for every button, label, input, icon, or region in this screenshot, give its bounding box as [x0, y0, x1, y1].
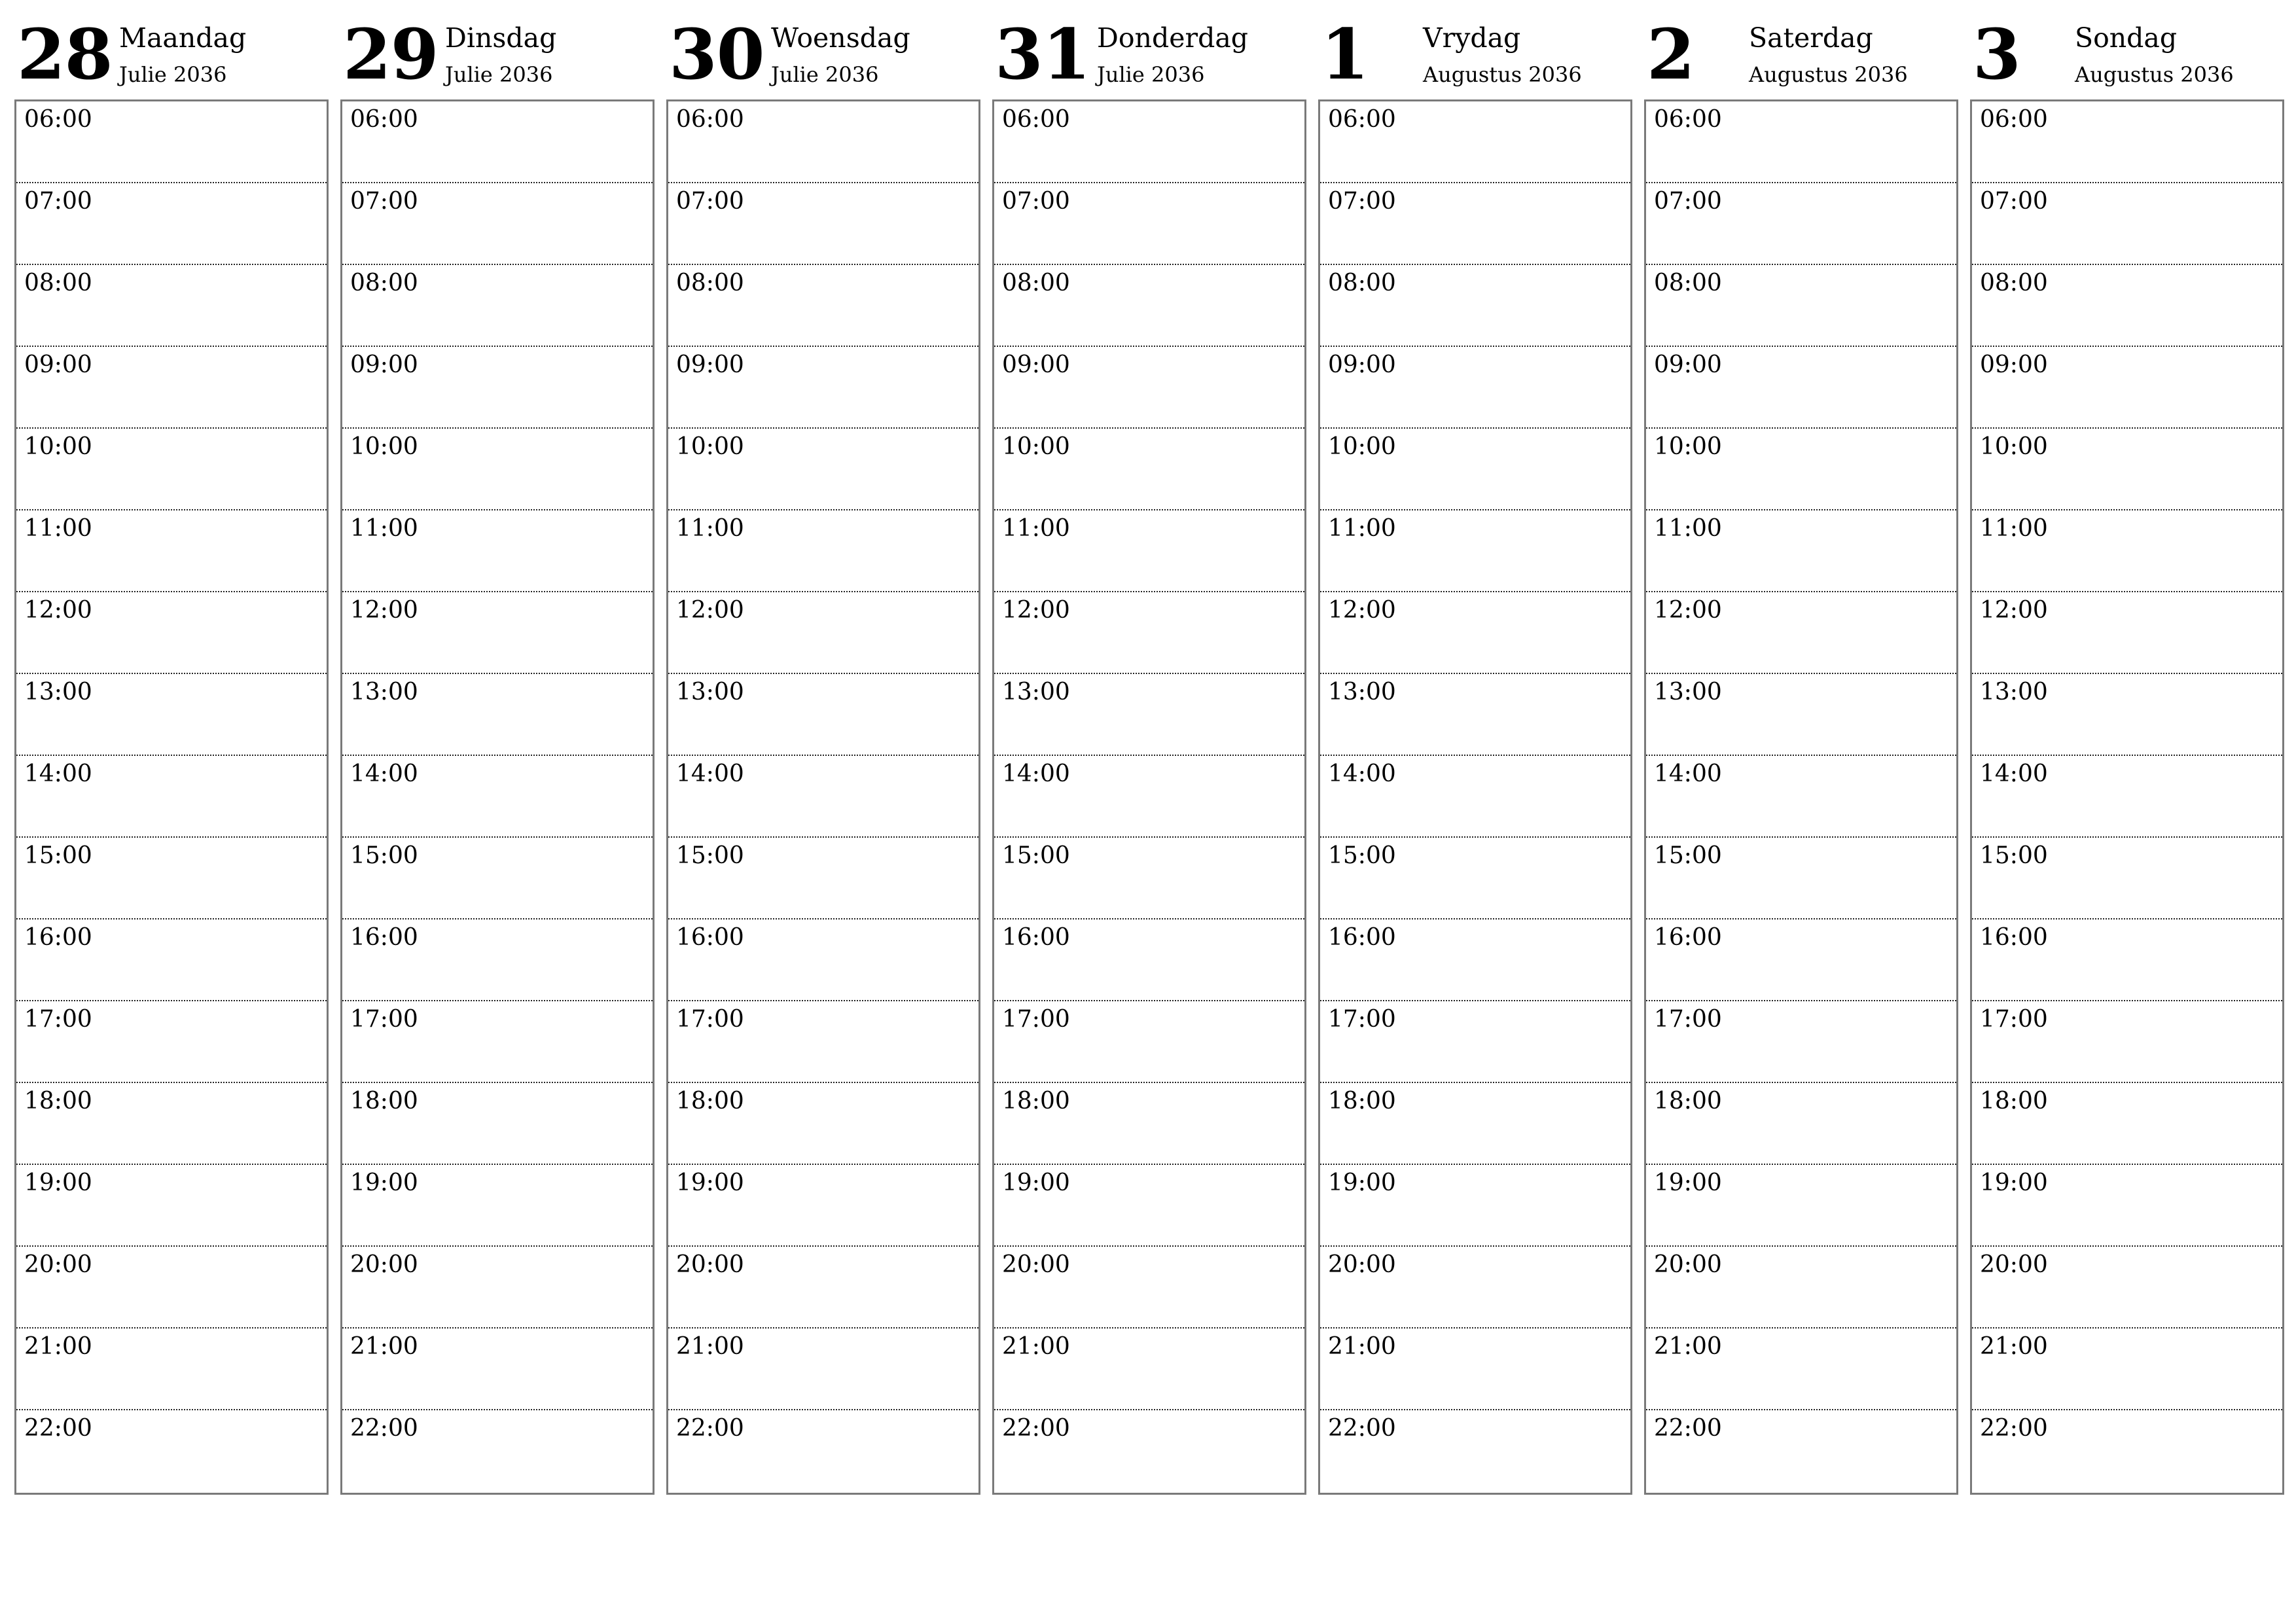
day-header: [1970, 0, 2283, 99]
slot-time-label: 16:00: [350, 924, 418, 951]
time-slot[interactable]: [16, 101, 327, 183]
day-name: Donderdag: [1097, 22, 1249, 54]
day-name: Saterdag: [1749, 22, 1873, 54]
slot-time-label: 20:00: [1328, 1251, 1396, 1278]
slot-time-label: 15:00: [350, 842, 418, 869]
slot-time-label: 11:00: [1654, 515, 1722, 542]
day-number: 28: [17, 13, 113, 95]
day-name: Maandag: [119, 22, 247, 54]
day-header: [1644, 0, 1957, 99]
slot-time-label: 19:00: [350, 1169, 418, 1196]
time-slot[interactable]: [1972, 919, 2282, 1001]
time-slot[interactable]: [342, 1247, 653, 1329]
slot-time-label: 21:00: [24, 1333, 92, 1360]
time-slot[interactable]: [1646, 510, 1956, 592]
time-slot[interactable]: [1320, 919, 1630, 1001]
time-slot[interactable]: [1972, 592, 2282, 674]
time-slot[interactable]: [342, 674, 653, 756]
slot-time-label: 18:00: [350, 1088, 418, 1115]
time-slot[interactable]: [1972, 838, 2282, 919]
time-slot[interactable]: [16, 1083, 327, 1165]
time-slot[interactable]: [668, 101, 978, 183]
day-schedule-box: [666, 99, 980, 1495]
time-slot[interactable]: [994, 674, 1304, 756]
time-slot[interactable]: [1972, 101, 2282, 183]
slot-time-label: 20:00: [676, 1251, 744, 1278]
slot-time-label: 09:00: [1002, 351, 1070, 378]
slot-time-label: 06:00: [1328, 106, 1396, 133]
day-month-year: Julie 2036: [1097, 62, 1205, 87]
time-slot[interactable]: [1646, 1329, 1956, 1410]
time-slot[interactable]: [16, 429, 327, 510]
slot-time-label: 17:00: [1328, 1006, 1396, 1033]
time-slot[interactable]: [1972, 1329, 2282, 1410]
slot-time-label: 07:00: [1654, 188, 1722, 215]
time-slot[interactable]: [16, 1001, 327, 1083]
time-slot[interactable]: [1972, 1165, 2282, 1247]
day-number: 1: [1321, 13, 1369, 95]
time-slot[interactable]: [1646, 674, 1956, 756]
slot-time-label: 21:00: [676, 1333, 744, 1360]
slot-time-label: 08:00: [24, 270, 92, 296]
time-slot[interactable]: [994, 1083, 1304, 1165]
slot-time-label: 14:00: [1980, 760, 2048, 787]
time-slot[interactable]: [342, 1001, 653, 1083]
time-slot[interactable]: [1646, 919, 1956, 1001]
slot-time-label: 13:00: [1328, 679, 1396, 705]
slot-time-label: 08:00: [676, 270, 744, 296]
time-slot[interactable]: [1646, 183, 1956, 265]
day-number: 29: [343, 13, 439, 95]
slot-time-label: 07:00: [1002, 188, 1070, 215]
time-slot[interactable]: [1972, 1083, 2282, 1165]
slot-time-label: 14:00: [350, 760, 418, 787]
time-slot[interactable]: [1320, 429, 1630, 510]
time-slot[interactable]: [1646, 429, 1956, 510]
time-slot[interactable]: [994, 429, 1304, 510]
time-slot[interactable]: [668, 1165, 978, 1247]
slot-time-label: 13:00: [1980, 679, 2048, 705]
time-slot[interactable]: [1646, 1083, 1956, 1165]
time-slot[interactable]: [994, 183, 1304, 265]
time-slot[interactable]: [994, 1247, 1304, 1329]
time-slot[interactable]: [16, 510, 327, 592]
time-slot[interactable]: [342, 1329, 653, 1410]
time-slot[interactable]: [1320, 265, 1630, 347]
time-slot[interactable]: [1646, 592, 1956, 674]
slot-time-label: 18:00: [1654, 1088, 1722, 1115]
time-slot[interactable]: [668, 1329, 978, 1410]
time-slot[interactable]: [994, 347, 1304, 429]
day-column: [1644, 0, 1957, 1442]
slot-time-label: 21:00: [350, 1333, 418, 1360]
slot-time-label: 10:00: [1654, 433, 1722, 460]
slot-time-label: 13:00: [1654, 679, 1722, 705]
time-slot[interactable]: [342, 1410, 653, 1492]
slot-time-label: 18:00: [1328, 1088, 1396, 1115]
time-slot[interactable]: [994, 1001, 1304, 1083]
time-slot[interactable]: [1972, 183, 2282, 265]
time-slot[interactable]: [1320, 101, 1630, 183]
slot-time-label: 18:00: [1002, 1088, 1070, 1115]
slot-time-label: 13:00: [676, 679, 744, 705]
time-slot[interactable]: [1320, 1001, 1630, 1083]
day-number: 2: [1647, 13, 1695, 95]
time-slot[interactable]: [1972, 510, 2282, 592]
day-name: Woensdag: [771, 22, 910, 54]
time-slot[interactable]: [1320, 1247, 1630, 1329]
slot-time-label: 20:00: [350, 1251, 418, 1278]
day-name: Vrydag: [1423, 22, 1521, 54]
time-slot[interactable]: [994, 265, 1304, 347]
slot-time-label: 15:00: [1002, 842, 1070, 869]
slot-time-label: 10:00: [1328, 433, 1396, 460]
slot-time-label: 17:00: [1654, 1006, 1722, 1033]
slot-time-label: 08:00: [1328, 270, 1396, 296]
time-slot[interactable]: [342, 1165, 653, 1247]
time-slot[interactable]: [16, 1329, 327, 1410]
time-slot[interactable]: [16, 919, 327, 1001]
slot-time-label: 19:00: [1980, 1169, 2048, 1196]
slot-time-label: 19:00: [1654, 1169, 1722, 1196]
time-slot[interactable]: [16, 265, 327, 347]
time-slot[interactable]: [994, 838, 1304, 919]
slot-time-label: 12:00: [1980, 597, 2048, 624]
slot-time-label: 15:00: [1328, 842, 1396, 869]
day-number: 30: [669, 13, 764, 95]
time-slot[interactable]: [342, 101, 653, 183]
day-schedule-box: [1970, 99, 2284, 1495]
slot-time-label: 21:00: [1654, 1333, 1722, 1360]
slot-time-label: 12:00: [1002, 597, 1070, 624]
slot-time-label: 07:00: [350, 188, 418, 215]
time-slot[interactable]: [1320, 1083, 1630, 1165]
time-slot[interactable]: [342, 1083, 653, 1165]
time-slot[interactable]: [668, 756, 978, 838]
slot-time-label: 16:00: [24, 924, 92, 951]
slot-time-label: 06:00: [24, 106, 92, 133]
day-name: Sondag: [2075, 22, 2178, 54]
time-slot[interactable]: [16, 347, 327, 429]
time-slot[interactable]: [668, 183, 978, 265]
slot-time-label: 06:00: [1002, 106, 1070, 133]
time-slot[interactable]: [994, 592, 1304, 674]
slot-time-label: 09:00: [350, 351, 418, 378]
time-slot[interactable]: [994, 1329, 1304, 1410]
time-slot[interactable]: [342, 265, 653, 347]
slot-time-label: 22:00: [24, 1415, 92, 1442]
time-slot[interactable]: [994, 1165, 1304, 1247]
time-slot[interactable]: [668, 1001, 978, 1083]
slot-time-label: 14:00: [1002, 760, 1070, 787]
slot-time-label: 16:00: [676, 924, 744, 951]
slot-time-label: 08:00: [350, 270, 418, 296]
slot-time-label: 12:00: [350, 597, 418, 624]
time-slot[interactable]: [1972, 429, 2282, 510]
day-number: 3: [1973, 13, 2020, 95]
slot-time-label: 10:00: [24, 433, 92, 460]
day-header: [1318, 0, 1631, 99]
time-slot[interactable]: [1320, 674, 1630, 756]
slot-time-label: 15:00: [1654, 842, 1722, 869]
day-month-year: Augustus 2036: [1423, 62, 1582, 87]
slot-time-label: 22:00: [676, 1415, 744, 1442]
time-slot[interactable]: [994, 510, 1304, 592]
slot-time-label: 12:00: [1328, 597, 1396, 624]
slot-time-label: 07:00: [676, 188, 744, 215]
time-slot[interactable]: [1646, 1165, 1956, 1247]
slot-time-label: 14:00: [1328, 760, 1396, 787]
slot-time-label: 12:00: [1654, 597, 1722, 624]
slot-time-label: 17:00: [1980, 1006, 2048, 1033]
day-schedule-box: [340, 99, 655, 1495]
time-slot[interactable]: [1320, 1329, 1630, 1410]
slot-time-label: 08:00: [1654, 270, 1722, 296]
time-slot[interactable]: [342, 919, 653, 1001]
slot-time-label: 10:00: [1980, 433, 2048, 460]
day-column: [992, 0, 1305, 1442]
time-slot[interactable]: [668, 1410, 978, 1492]
slot-time-label: 16:00: [1002, 924, 1070, 951]
slot-time-label: 11:00: [676, 515, 744, 542]
time-slot[interactable]: [1646, 1410, 1956, 1492]
time-slot[interactable]: [994, 101, 1304, 183]
time-slot[interactable]: [1320, 347, 1630, 429]
day-column: [340, 0, 653, 1442]
slot-time-label: 19:00: [1002, 1169, 1070, 1196]
slot-time-label: 22:00: [1980, 1415, 2048, 1442]
time-slot[interactable]: [342, 347, 653, 429]
time-slot[interactable]: [342, 429, 653, 510]
time-slot[interactable]: [1972, 1001, 2282, 1083]
slot-time-label: 11:00: [350, 515, 418, 542]
time-slot[interactable]: [1646, 1247, 1956, 1329]
slot-time-label: 10:00: [1002, 433, 1070, 460]
slot-time-label: 07:00: [1328, 188, 1396, 215]
time-slot[interactable]: [16, 838, 327, 919]
slot-time-label: 10:00: [350, 433, 418, 460]
slot-time-label: 18:00: [676, 1088, 744, 1115]
time-slot[interactable]: [1646, 265, 1956, 347]
day-month-year: Julie 2036: [445, 62, 553, 87]
day-column: [1318, 0, 1631, 1442]
slot-time-label: 16:00: [1980, 924, 2048, 951]
day-header: [14, 0, 327, 99]
time-slot[interactable]: [994, 1410, 1304, 1492]
slot-time-label: 11:00: [24, 515, 92, 542]
slot-time-label: 20:00: [1002, 1251, 1070, 1278]
slot-time-label: 10:00: [676, 433, 744, 460]
slot-time-label: 17:00: [1002, 1006, 1070, 1033]
day-month-year: Julie 2036: [119, 62, 227, 87]
time-slot[interactable]: [668, 919, 978, 1001]
slot-time-label: 21:00: [1980, 1333, 2048, 1360]
time-slot[interactable]: [994, 919, 1304, 1001]
slot-time-label: 06:00: [1654, 106, 1722, 133]
time-slot[interactable]: [16, 1410, 327, 1492]
slot-time-label: 14:00: [676, 760, 744, 787]
slot-time-label: 11:00: [1002, 515, 1070, 542]
day-schedule-box: [992, 99, 1306, 1495]
slot-time-label: 07:00: [1980, 188, 2048, 215]
slot-time-label: 08:00: [1980, 270, 2048, 296]
slot-time-label: 17:00: [676, 1006, 744, 1033]
slot-time-label: 19:00: [24, 1169, 92, 1196]
time-slot[interactable]: [1972, 1410, 2282, 1492]
time-slot[interactable]: [668, 265, 978, 347]
time-slot[interactable]: [16, 1165, 327, 1247]
slot-time-label: 20:00: [1654, 1251, 1722, 1278]
time-slot[interactable]: [668, 347, 978, 429]
time-slot[interactable]: [1972, 756, 2282, 838]
slot-time-label: 22:00: [1654, 1415, 1722, 1442]
time-slot[interactable]: [668, 1247, 978, 1329]
time-slot[interactable]: [1972, 1247, 2282, 1329]
time-slot[interactable]: [1646, 756, 1956, 838]
slot-time-label: 18:00: [1980, 1088, 2048, 1115]
time-slot[interactable]: [16, 183, 327, 265]
day-header: [340, 0, 653, 99]
slot-time-label: 09:00: [24, 351, 92, 378]
time-slot[interactable]: [342, 592, 653, 674]
slot-time-label: 20:00: [1980, 1251, 2048, 1278]
slot-time-label: 21:00: [1328, 1333, 1396, 1360]
slot-time-label: 15:00: [676, 842, 744, 869]
time-slot[interactable]: [1320, 1165, 1630, 1247]
time-slot[interactable]: [1320, 592, 1630, 674]
day-column: [666, 0, 979, 1442]
slot-time-label: 12:00: [676, 597, 744, 624]
slot-time-label: 14:00: [1654, 760, 1722, 787]
slot-time-label: 09:00: [1654, 351, 1722, 378]
day-header: [992, 0, 1305, 99]
slot-time-label: 06:00: [350, 106, 418, 133]
time-slot[interactable]: [668, 592, 978, 674]
time-slot[interactable]: [16, 1247, 327, 1329]
time-slot[interactable]: [1972, 674, 2282, 756]
day-month-year: Julie 2036: [771, 62, 879, 87]
time-slot[interactable]: [1972, 265, 2282, 347]
time-slot[interactable]: [1646, 101, 1956, 183]
time-slot[interactable]: [1320, 183, 1630, 265]
day-schedule-box: [14, 99, 329, 1495]
slot-time-label: 22:00: [1002, 1415, 1070, 1442]
slot-time-label: 12:00: [24, 597, 92, 624]
slot-time-label: 22:00: [350, 1415, 418, 1442]
slot-time-label: 08:00: [1002, 270, 1070, 296]
slot-time-label: 09:00: [1980, 351, 2048, 378]
slot-time-label: 13:00: [24, 679, 92, 705]
slot-time-label: 21:00: [1002, 1333, 1070, 1360]
time-slot[interactable]: [342, 838, 653, 919]
time-slot[interactable]: [16, 592, 327, 674]
slot-time-label: 11:00: [1328, 515, 1396, 542]
time-slot[interactable]: [16, 674, 327, 756]
slot-time-label: 17:00: [350, 1006, 418, 1033]
time-slot[interactable]: [342, 183, 653, 265]
day-number: 31: [995, 13, 1090, 95]
day-header: [666, 0, 979, 99]
day-column: [1970, 0, 2283, 1442]
slot-time-label: 13:00: [1002, 679, 1070, 705]
time-slot[interactable]: [1320, 1410, 1630, 1492]
time-slot[interactable]: [1320, 838, 1630, 919]
day-schedule-box: [1318, 99, 1632, 1495]
time-slot[interactable]: [668, 510, 978, 592]
slot-time-label: 09:00: [676, 351, 744, 378]
time-slot[interactable]: [342, 510, 653, 592]
day-name: Dinsdag: [445, 22, 557, 54]
slot-time-label: 07:00: [24, 188, 92, 215]
time-slot[interactable]: [16, 756, 327, 838]
time-slot[interactable]: [994, 756, 1304, 838]
time-slot[interactable]: [668, 429, 978, 510]
slot-time-label: 14:00: [24, 760, 92, 787]
slot-time-label: 22:00: [1328, 1415, 1396, 1442]
slot-time-label: 06:00: [1980, 106, 2048, 133]
slot-time-label: 15:00: [1980, 842, 2048, 869]
day-month-year: Augustus 2036: [2075, 62, 2234, 87]
time-slot[interactable]: [1646, 347, 1956, 429]
slot-time-label: 11:00: [1980, 515, 2048, 542]
slot-time-label: 15:00: [24, 842, 92, 869]
time-slot[interactable]: [668, 838, 978, 919]
day-column: [14, 0, 327, 1442]
time-slot[interactable]: [1320, 510, 1630, 592]
slot-time-label: 18:00: [24, 1088, 92, 1115]
time-slot[interactable]: [1320, 756, 1630, 838]
slot-time-label: 17:00: [24, 1006, 92, 1033]
time-slot[interactable]: [668, 1083, 978, 1165]
time-slot[interactable]: [342, 756, 653, 838]
slot-time-label: 09:00: [1328, 351, 1396, 378]
slot-time-label: 06:00: [676, 106, 744, 133]
slot-time-label: 13:00: [350, 679, 418, 705]
slot-time-label: 19:00: [1328, 1169, 1396, 1196]
day-month-year: Augustus 2036: [1749, 62, 1908, 87]
time-slot[interactable]: [1646, 1001, 1956, 1083]
time-slot[interactable]: [1972, 347, 2282, 429]
slot-time-label: 16:00: [1328, 924, 1396, 951]
time-slot[interactable]: [1646, 838, 1956, 919]
weekly-planner: [14, 0, 2296, 1505]
day-schedule-box: [1644, 99, 1958, 1495]
time-slot[interactable]: [668, 674, 978, 756]
slot-time-label: 19:00: [676, 1169, 744, 1196]
slot-time-label: 20:00: [24, 1251, 92, 1278]
slot-time-label: 16:00: [1654, 924, 1722, 951]
